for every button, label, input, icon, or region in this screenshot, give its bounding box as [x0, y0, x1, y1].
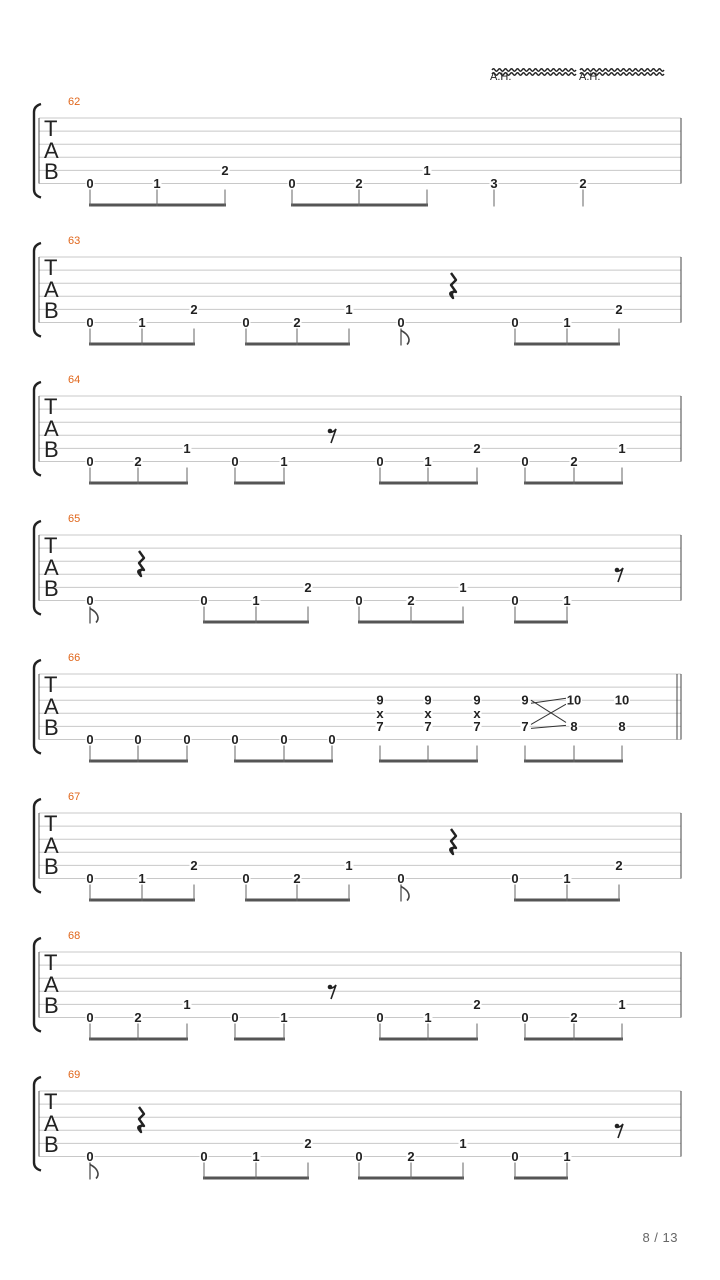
fret-number: 2: [615, 857, 623, 873]
tab-clef-letter: B: [44, 437, 59, 462]
fret-number: 9: [376, 692, 384, 708]
tab-clef-letter: T: [44, 1089, 58, 1114]
fret-number: 1: [459, 579, 467, 595]
fret-number: 1: [252, 593, 260, 608]
fret-number: 1: [345, 857, 353, 873]
fret-number: 2: [473, 440, 481, 456]
fret-number: 2: [615, 301, 623, 317]
fret-number: 1: [153, 176, 161, 191]
quarter-rest: [450, 273, 456, 298]
fret-number: x: [424, 705, 432, 721]
tab-system: [34, 791, 681, 902]
fret-number: 1: [252, 1149, 260, 1164]
fret-number: 0: [86, 871, 94, 886]
tab-clef-letter: A: [44, 972, 59, 997]
fret-number: 1: [280, 454, 288, 469]
tab-system: [34, 513, 681, 624]
fret-number: 0: [86, 1010, 94, 1025]
fret-number: 0: [183, 732, 191, 747]
fret-number: 0: [280, 732, 288, 747]
tab-clef-letter: A: [44, 416, 59, 441]
slide-line: [531, 704, 566, 724]
fret-number: 1: [618, 996, 626, 1012]
fret-number: 10: [614, 692, 630, 708]
tab-clef-letter: T: [44, 116, 58, 141]
fret-number: 9: [521, 692, 529, 708]
tab-system: [34, 930, 681, 1041]
fret-number: 0: [511, 871, 519, 886]
tab-system: [34, 652, 681, 763]
fret-number: 10: [566, 692, 582, 708]
fret-number: 0: [242, 871, 250, 886]
measure-number: 64: [68, 374, 81, 386]
fret-number: 0: [511, 1149, 519, 1164]
fret-number: 1: [563, 593, 571, 608]
tab-clef-letter: A: [44, 833, 59, 858]
fret-number: 2: [190, 301, 198, 317]
tab-clef-letter: A: [44, 555, 59, 580]
fret-number: 0: [86, 593, 94, 608]
tab-clef-letter: B: [44, 298, 59, 323]
tab-clef-letter: B: [44, 159, 59, 184]
tab-clef-letter: B: [44, 854, 59, 879]
fret-number: 8: [618, 718, 626, 734]
fret-number: 0: [86, 176, 94, 191]
fret-number: 7: [473, 718, 481, 734]
fret-number: 0: [376, 454, 384, 469]
tab-clef-letter: A: [44, 694, 59, 719]
quarter-rest: [138, 1107, 144, 1132]
fret-number: 0: [397, 871, 405, 886]
ah-label: A.H.: [579, 71, 601, 83]
fret-number: 2: [473, 996, 481, 1012]
fret-number: 0: [511, 315, 519, 330]
beam: [234, 1038, 285, 1041]
fret-number: 1: [563, 315, 571, 330]
tab-clef-letter: A: [44, 277, 59, 302]
fret-number: 0: [200, 1149, 208, 1164]
fret-number: 2: [570, 1010, 578, 1025]
tab-clef-letter: T: [44, 811, 58, 836]
fret-number: 0: [288, 176, 296, 191]
fret-number: 1: [345, 301, 353, 317]
note-flag: [90, 609, 98, 623]
measure-number: 67: [68, 791, 81, 803]
fret-number: 0: [355, 1149, 363, 1164]
fret-number: x: [473, 705, 481, 721]
fret-number: 1: [618, 440, 626, 456]
fret-number: 7: [376, 718, 384, 734]
fret-number: 9: [424, 692, 432, 708]
fret-number: 0: [231, 454, 239, 469]
fret-number: 1: [183, 440, 191, 456]
tab-clef-letter: B: [44, 993, 59, 1018]
fret-number: 0: [397, 315, 405, 330]
tab-system: [34, 235, 681, 346]
fret-number: 0: [231, 732, 239, 747]
fret-number: 1: [563, 1149, 571, 1164]
beam: [234, 482, 285, 485]
measure-number: 65: [68, 513, 81, 525]
fret-number: 0: [86, 732, 94, 747]
tab-clef-letter: T: [44, 950, 58, 975]
tab-clef-letter: B: [44, 1132, 59, 1157]
fret-number: 1: [459, 1135, 467, 1151]
fret-number: 0: [200, 593, 208, 608]
fret-number: 1: [424, 454, 432, 469]
note-flag: [401, 331, 409, 345]
tab-clef-letter: A: [44, 1111, 59, 1136]
ah-label: A.H.: [490, 71, 512, 83]
fret-number: 0: [86, 454, 94, 469]
fret-number: 2: [293, 315, 301, 330]
fret-number: 0: [231, 1010, 239, 1025]
slide-line: [531, 700, 566, 722]
fret-number: 0: [376, 1010, 384, 1025]
fret-number: 2: [407, 593, 415, 608]
fret-number: 2: [355, 176, 363, 191]
measure-number: 63: [68, 235, 81, 247]
quarter-rest: [138, 551, 144, 576]
fret-number: 7: [521, 718, 529, 734]
fret-number: 2: [134, 454, 142, 469]
tab-clef-letter: A: [44, 138, 59, 163]
note-flag: [90, 1165, 98, 1179]
fret-number: 0: [86, 315, 94, 330]
fret-number: 1: [138, 871, 146, 886]
tab-system: [34, 1069, 681, 1180]
measure-number: 66: [68, 652, 81, 664]
fret-number: 1: [563, 871, 571, 886]
tab-clef-letter: T: [44, 672, 58, 697]
fret-number: 2: [407, 1149, 415, 1164]
fret-number: 0: [328, 732, 336, 747]
fret-number: 2: [221, 162, 229, 178]
fret-number: 1: [183, 996, 191, 1012]
page-number: 8 / 13: [642, 1230, 678, 1245]
measure-number: 69: [68, 1069, 81, 1081]
measure-number: 68: [68, 930, 81, 942]
artificial-harmonic-annotation: [490, 69, 664, 83]
tab-clef-letter: T: [44, 533, 58, 558]
fret-number: x: [376, 705, 384, 721]
fret-number: 0: [134, 732, 142, 747]
tab-system: [34, 96, 681, 207]
fret-number: 2: [304, 1135, 312, 1151]
fret-number: 0: [242, 315, 250, 330]
fret-number: 1: [423, 162, 431, 178]
beam: [514, 1177, 568, 1180]
tab-clef-letter: T: [44, 394, 58, 419]
measure-number: 62: [68, 96, 81, 108]
fret-number: 0: [521, 454, 529, 469]
tab-system: [34, 374, 681, 485]
fret-number: 3: [490, 176, 498, 191]
fret-number: 2: [304, 579, 312, 595]
quarter-rest: [450, 829, 456, 854]
fret-number: 1: [138, 315, 146, 330]
note-flag: [401, 887, 409, 901]
fret-number: 2: [570, 454, 578, 469]
fret-number: 2: [579, 176, 587, 191]
fret-number: 0: [511, 593, 519, 608]
tab-clef-letter: B: [44, 576, 59, 601]
fret-number: 1: [424, 1010, 432, 1025]
fret-number: 0: [86, 1149, 94, 1164]
fret-number: 9: [473, 692, 481, 708]
fret-number: 2: [134, 1010, 142, 1025]
tab-clef-letter: B: [44, 715, 59, 740]
fret-number: 2: [190, 857, 198, 873]
fret-number: 0: [355, 593, 363, 608]
fret-number: 8: [570, 718, 578, 734]
fret-number: 2: [293, 871, 301, 886]
fret-number: 7: [424, 718, 432, 734]
tab-clef-letter: T: [44, 255, 58, 280]
fret-number: 0: [521, 1010, 529, 1025]
fret-number: 1: [280, 1010, 288, 1025]
beam: [514, 621, 568, 624]
